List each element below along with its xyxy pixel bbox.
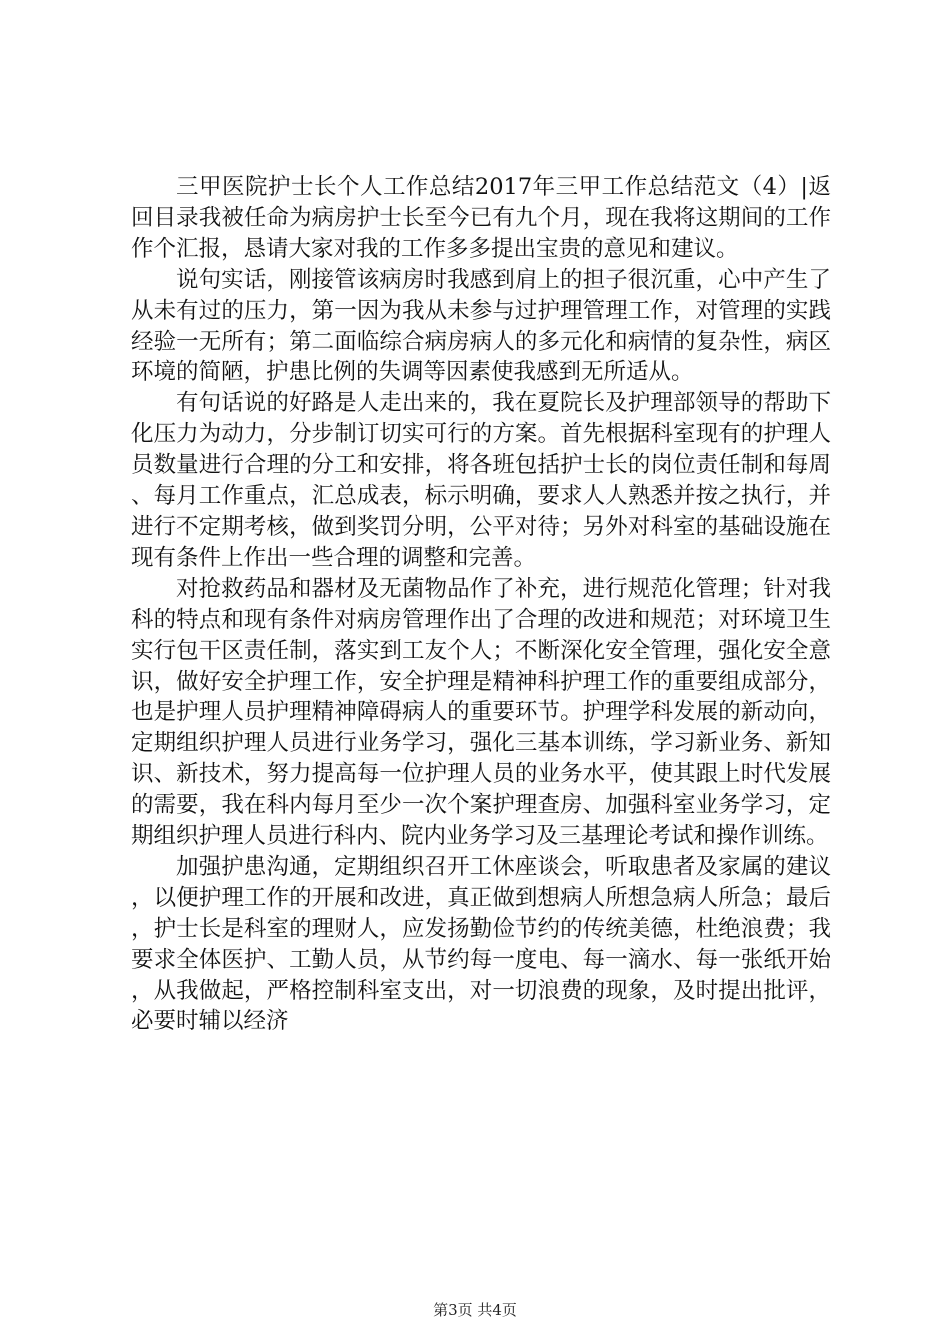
page-footer: 第3页 共4页	[433, 1301, 517, 1319]
paragraph-1: 三甲医院护士长个人工作总结2017年三甲工作总结范文（4）|返回目录我被任命为病房护士长至今已有九个月，现在我将这期间的工作作个汇报，恳请大家对我的工作多多提出宝贵的意见和建议。	[131, 174, 831, 262]
paragraph-5: 加强护患沟通，定期组织召开工休座谈会，听取患者及家属的建议，以便护理工作的开展和改进，真正做到想病人所想急病人所急；最后，护士长是科室的理财人，应发扬勤俭节约的传统美德，杜绝浪费；我要求全体医护、工勤人员，从节约每一度电、每一滴水、每一张纸开始，从我做起，严格控制科室支出，对一切浪费的现象，及时提出批评，必要时辅以经济	[131, 853, 831, 1035]
document-body	[131, 172, 831, 1037]
paragraph-3: 有句话说的好路是人走出来的，我在夏院长及护理部领导的帮助下化压力为动力，分步制订切实可行的方案。首先根据科室现有的护理人员数量进行合理的分工和安排，将各班包括护士长的岗位责任制和每周、每月工作重点，汇总成表，标示明确，要求人人熟悉并按之执行，并进行不定期考核，做到奖罚分明，公平对待；另外对科室的基础设施在现有条件上作出一些合理的调整和完善。	[131, 390, 831, 571]
paragraph-4: 对抢救药品和器材及无菌物品作了补充，进行规范化管理；针对我科的特点和现有条件对病房管理作出了合理的改进和规范；对环境卫生实行包干区责任制，落实到工友个人；不断深化安全管理，强化安全意识，做好安全护理工作，安全护理是精神科护理工作的重要组成部分，也是护理人员护理精神障碍病人的重要环节。护理学科发展的新动向，定期组织护理人员进行业务学习，强化三基本训练，学习新业务、新知识、新技术，努力提高每一位护理人员的业务水平，使其跟上时代发展的需要，我在科内每月至少一次个案护理查房、加强科室业务学习，定期组织护理人员进行科内、院内业务学习及三基理论考试和操作训练。	[131, 575, 831, 850]
paragraph-2: 说句实话，刚接管该病房时我感到肩上的担子很沉重，心中产生了从未有过的压力，第一因为我从未参与过护理管理工作，对管理的实践经验一无所有；第二面临综合病房病人的多元化和病情的复杂性，病区环境的简陋，护患比例的失调等因素使我感到无所适从。	[131, 266, 831, 386]
